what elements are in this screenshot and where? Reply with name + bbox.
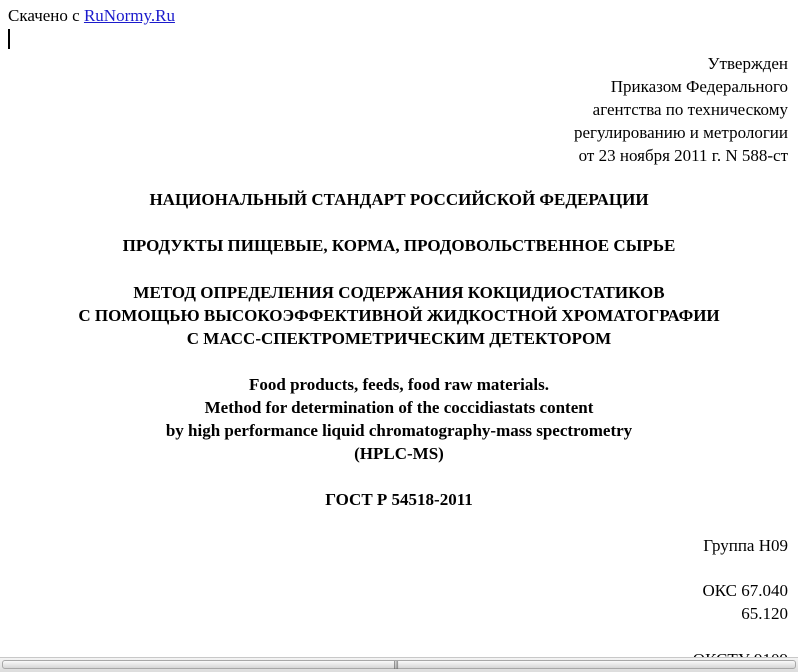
method-line: С МАСС-СПЕКТРОМЕТРИЧЕСКИМ ДЕТЕКТОРОМ xyxy=(186,329,612,348)
method-line: С ПОМОЩЬЮ ВЫСОКОЭФФЕКТИВНОЙ ЖИДКОСТНОЙ ХРОМАТОГРАФИИ xyxy=(78,306,720,325)
scrollbar-thumb[interactable] xyxy=(2,660,796,669)
text-cursor xyxy=(8,29,10,49)
approval-line: агентства по техническому xyxy=(592,100,788,119)
oks-codes xyxy=(702,579,788,625)
download-source-line xyxy=(8,6,175,26)
gost-text: ГОСТ Р 54518-2011 xyxy=(325,490,473,509)
english-line: Method for determination of the coccidiastats content xyxy=(204,398,594,417)
method-line: МЕТОД ОПРЕДЕЛЕНИЯ СОДЕРЖАНИЯ КОКЦИДИОСТАТИКОВ xyxy=(133,283,665,302)
english-line: (HPLC-MS) xyxy=(354,444,444,463)
products-text: ПРОДУКТЫ ПИЩЕВЫЕ, КОРМА, ПРОДОВОЛЬСТВЕННОЕ СЫРЬЕ xyxy=(122,236,676,255)
national-standard-text: НАЦИОНАЛЬНЫЙ СТАНДАРТ РОССИЙСКОЙ ФЕДЕРАЦИИ xyxy=(149,190,649,209)
approval-line: от 23 ноября 2011 г. N 588-ст xyxy=(578,146,788,165)
english-title xyxy=(0,373,798,465)
gost-designation xyxy=(0,488,798,511)
oks-line: ОКС 67.040 xyxy=(702,581,788,600)
scrollbar-grip-icon: ||| xyxy=(393,660,399,669)
national-standard-title xyxy=(0,188,798,211)
approval-line: регулированию и метрологии xyxy=(573,123,788,142)
approval-line: Утвержден xyxy=(707,54,788,73)
approval-line: Приказом Федерального xyxy=(610,77,788,96)
group-code xyxy=(703,534,788,557)
products-title xyxy=(0,234,798,257)
download-prefix: Скачено с xyxy=(8,6,80,25)
oks-line: 65.120 xyxy=(741,604,788,623)
group-text: Группа Н09 xyxy=(703,536,788,555)
horizontal-scrollbar[interactable] xyxy=(0,657,798,672)
english-line: by high performance liquid chromatography-mass spectrometry xyxy=(165,421,633,440)
english-line: Food products, feeds, food raw materials. xyxy=(249,375,549,394)
approval-block xyxy=(574,52,788,167)
method-title xyxy=(0,281,798,350)
runormy-link[interactable]: RuNormy.Ru xyxy=(83,6,175,25)
